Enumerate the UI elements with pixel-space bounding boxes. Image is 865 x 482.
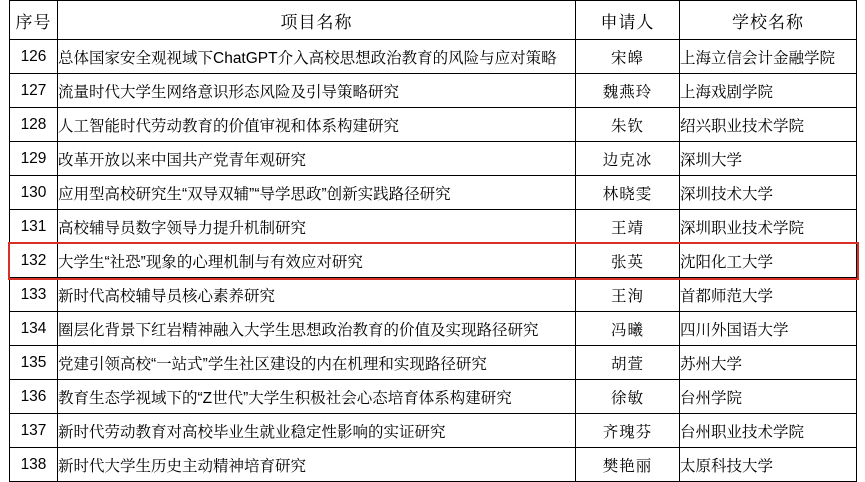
table-row	[10, 312, 857, 346]
cell-title: 高校辅导员数字领导力提升机制研究	[58, 210, 576, 244]
cell-applicant: 樊艳丽	[576, 448, 680, 482]
cell-title: 教育生态学视域下的“Z世代”大学生积极社会心态培育体系构建研究	[58, 380, 576, 414]
cell-seq: 133	[10, 278, 58, 312]
cell-school: 首都师范大学	[680, 278, 857, 312]
cell-title: 人工智能时代劳动教育的价值审视和体系构建研究	[58, 108, 576, 142]
table-row	[10, 278, 857, 312]
cell-school: 四川外国语大学	[680, 312, 857, 346]
table-row	[10, 380, 857, 414]
table-row	[10, 210, 857, 244]
cell-school: 台州职业技术学院	[680, 414, 857, 448]
cell-school: 深圳技术大学	[680, 176, 857, 210]
cell-applicant: 魏燕玲	[576, 74, 680, 108]
table-header-row	[10, 1, 857, 40]
cell-title: 改革开放以来中国共产党青年观研究	[58, 142, 576, 176]
cell-school: 绍兴职业技术学院	[680, 108, 857, 142]
cell-school: 上海戏剧学院	[680, 74, 857, 108]
column-header-title: 项目名称	[58, 1, 576, 40]
cell-applicant: 王洵	[576, 278, 680, 312]
table-row	[10, 346, 857, 380]
cell-seq: 134	[10, 312, 58, 346]
column-header-applicant: 申请人	[576, 1, 680, 40]
column-header-school: 学校名称	[680, 1, 857, 40]
cell-applicant: 王靖	[576, 210, 680, 244]
table-body	[10, 40, 857, 482]
cell-title: 新时代高校辅导员核心素养研究	[58, 278, 576, 312]
table-row	[10, 414, 857, 448]
table-row	[10, 108, 857, 142]
cell-applicant: 宋皞	[576, 40, 680, 74]
cell-title: 流量时代大学生网络意识形态风险及引导策略研究	[58, 74, 576, 108]
cell-seq: 138	[10, 448, 58, 482]
cell-school: 深圳大学	[680, 142, 857, 176]
table-row	[10, 74, 857, 108]
column-header-seq: 序号	[10, 1, 58, 40]
cell-school: 台州学院	[680, 380, 857, 414]
cell-seq: 127	[10, 74, 58, 108]
table-row	[10, 448, 857, 482]
cell-applicant: 胡萱	[576, 346, 680, 380]
cell-applicant: 边克冰	[576, 142, 680, 176]
cell-seq: 136	[10, 380, 58, 414]
cell-school: 上海立信会计金融学院	[680, 40, 857, 74]
cell-seq: 130	[10, 176, 58, 210]
cell-seq: 137	[10, 414, 58, 448]
cell-seq: 135	[10, 346, 58, 380]
cell-title: 党建引领高校“一站式”学生社区建设的内在机理和实现路径研究	[58, 346, 576, 380]
cell-title: 大学生“社恐”现象的心理机制与有效应对研究	[58, 244, 576, 278]
cell-applicant: 徐敏	[576, 380, 680, 414]
table-row	[10, 40, 857, 74]
cell-title: 总体国家安全观视域下ChatGPT介入高校思想政治教育的风险与应对策略	[58, 40, 576, 74]
cell-school: 太原科技大学	[680, 448, 857, 482]
cell-seq: 128	[10, 108, 58, 142]
cell-seq: 132	[10, 244, 58, 278]
cell-applicant: 林晓雯	[576, 176, 680, 210]
project-list-table	[9, 0, 857, 482]
cell-seq: 131	[10, 210, 58, 244]
table-row-highlighted	[10, 244, 857, 278]
table-row	[10, 176, 857, 210]
cell-applicant: 张英	[576, 244, 680, 278]
cell-seq: 126	[10, 40, 58, 74]
cell-school: 沈阳化工大学	[680, 244, 857, 278]
cell-applicant: 冯曦	[576, 312, 680, 346]
cell-title: 新时代大学生历史主动精神培育研究	[58, 448, 576, 482]
table-row	[10, 142, 857, 176]
table-header	[10, 1, 857, 40]
cell-title: 新时代劳动教育对高校毕业生就业稳定性影响的实证研究	[58, 414, 576, 448]
cell-school: 深圳职业技术学院	[680, 210, 857, 244]
cell-seq: 129	[10, 142, 58, 176]
cell-applicant: 朱钦	[576, 108, 680, 142]
cell-title: 应用型高校研究生“双导双辅”“导学思政”创新实践路径研究	[58, 176, 576, 210]
cell-applicant: 齐瑰芬	[576, 414, 680, 448]
cell-title: 圈层化背景下红岩精神融入大学生思想政治教育的价值及实现路径研究	[58, 312, 576, 346]
cell-school: 苏州大学	[680, 346, 857, 380]
